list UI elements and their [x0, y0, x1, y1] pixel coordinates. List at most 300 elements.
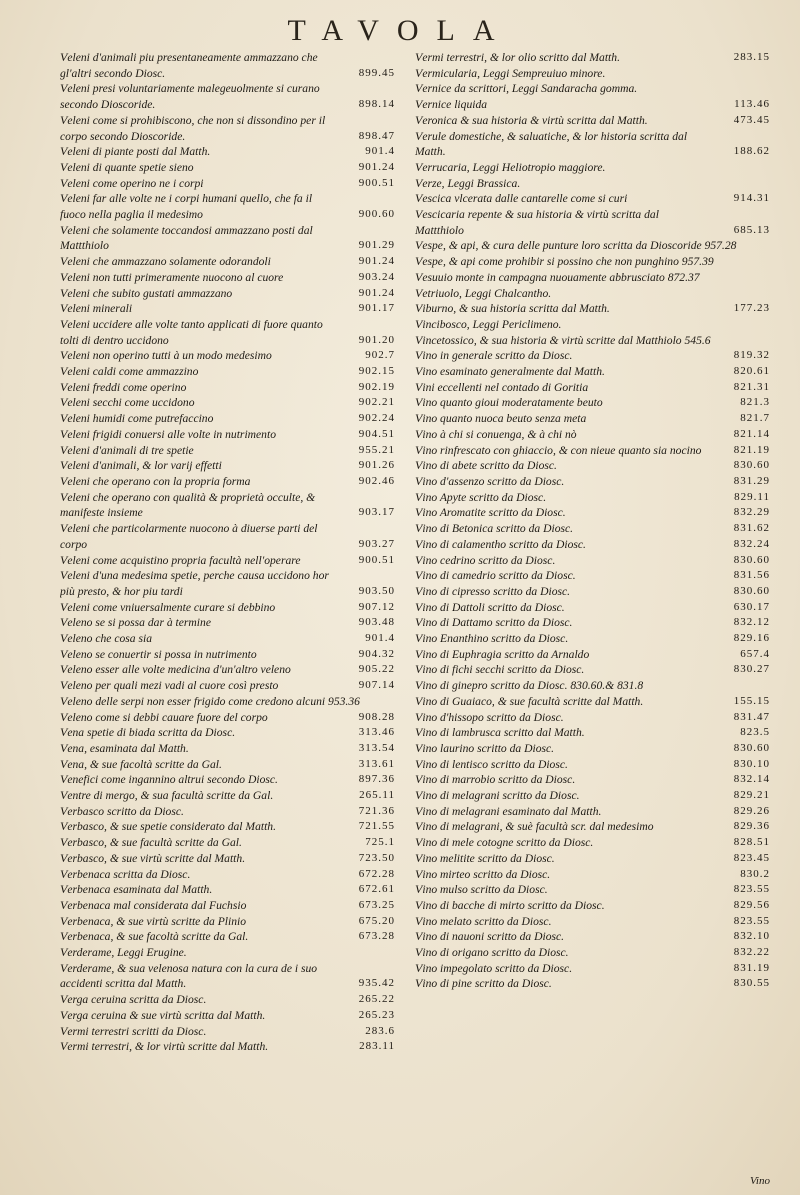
entry-text: Veleno se conuertir si possa in nutrimento [60, 646, 257, 661]
entry-page-ref: 901.4 [365, 145, 395, 158]
index-entry [60, 772, 395, 788]
index-entry [415, 81, 770, 97]
entry-page-ref: 188.62 [733, 145, 770, 158]
index-entry [415, 129, 770, 160]
entry-text: Vino à chi si conuenga, & à chi nò [415, 426, 577, 441]
index-entry [60, 395, 395, 411]
entry-page-ref: 898.14 [358, 98, 395, 111]
entry-text: Vino di lentisco scritto da Diosc. [415, 756, 568, 771]
entry-page-ref: 902.46 [358, 474, 395, 487]
index-entry [60, 568, 395, 599]
entry-text: Vino cedrino scritto da Diosc. [415, 552, 556, 567]
entry-text: Vena, esaminata dal Matth. [60, 740, 189, 755]
entry-page-ref: 830.60 [733, 584, 770, 597]
index-entry [415, 474, 770, 490]
entry-text: Veleni d'una medesima spetie, perche causa uccidono hor più presto, & hor piu tardi [60, 568, 329, 598]
entry-page-ref: 901.24 [358, 286, 395, 299]
entry-page-ref: 902.24 [358, 412, 395, 425]
entry-text: Vino impegolato scritto da Diosc. [415, 960, 573, 975]
index-entry [60, 521, 395, 552]
index-entry [415, 364, 770, 380]
entry-text: Vino di camedrio scritto da Diosc. [415, 568, 576, 583]
entry-text: Vino melitite scritto da Diosc. [415, 850, 555, 865]
index-entry [60, 427, 395, 443]
index-entry [415, 348, 770, 364]
index-entry [415, 678, 770, 694]
index-entry [415, 851, 770, 867]
left-column [60, 50, 395, 1180]
entry-text: Verbasco, & sue virtù scritte dal Matth. [60, 850, 246, 865]
entry-text: Veleni secchi come uccidono [60, 395, 195, 410]
entry-page-ref: 830.2 [740, 867, 770, 880]
entry-text: Vino di nauoni scritto da Diosc. [415, 929, 565, 944]
entry-text: Vincibosco, Leggi Periclimeno. [415, 316, 562, 331]
entry-text: Veleni d'animali, & lor varij effetti [60, 458, 222, 473]
entry-page-ref: 900.51 [358, 176, 395, 189]
index-entry [415, 662, 770, 678]
entry-text: Vesuuio monte in campagna nuouamente abbrusciato 872.37 [415, 269, 700, 284]
entry-page-ref: 829.56 [733, 898, 770, 911]
index-entry [60, 553, 395, 569]
entry-text: Vino di mele cotogne scritto da Diosc. [415, 835, 594, 850]
entry-page-ref: 902.21 [358, 396, 395, 409]
entry-page-ref: 935.42 [358, 977, 395, 990]
entry-text: Vino quanto nuoca beuto senza meta [415, 411, 587, 426]
index-entry [60, 882, 395, 898]
entry-text: Veleno esser alle volte medicina d'un'altro veleno [60, 662, 291, 677]
entry-text: Vini eccellenti nel contado di Goritia [415, 379, 589, 394]
entry-text: Vino d'hissopo scritto da Diosc. [415, 709, 564, 724]
entry-page-ref: 955.21 [358, 443, 395, 456]
index-entry [415, 427, 770, 443]
index-entry [60, 647, 395, 663]
entry-page-ref: 904.51 [358, 427, 395, 440]
entry-page-ref: 903.48 [358, 616, 395, 629]
index-entry [415, 521, 770, 537]
index-entry [415, 898, 770, 914]
index-entry [415, 176, 770, 192]
entry-text: Veleni d'animali di tre spetie [60, 442, 194, 457]
entry-page-ref: 828.51 [733, 836, 770, 849]
entry-page-ref: 821.14 [733, 427, 770, 440]
entry-page-ref: 831.47 [733, 710, 770, 723]
index-entry [60, 176, 395, 192]
entry-page-ref: 673.25 [358, 898, 395, 911]
entry-text: Vincetossico, & sua historia & virtù scritte dal Matthiolo 545.6 [415, 332, 711, 347]
index-entry [60, 945, 395, 961]
index-entry [415, 945, 770, 961]
entry-page-ref: 903.24 [358, 270, 395, 283]
index-entry [60, 474, 395, 490]
entry-text: Verbenaca, & sue virtù scritte da Plinio [60, 913, 247, 928]
index-entry [60, 992, 395, 1008]
entry-page-ref: 831.19 [733, 961, 770, 974]
entry-page-ref: 265.22 [358, 993, 395, 1006]
entry-text: Vino di cipresso scritto da Diosc. [415, 583, 571, 598]
entry-text: Veleni non operino tutti à un modo medesimo [60, 348, 272, 363]
entry-text: Vino di Dattoli scritto da Diosc. [415, 599, 565, 614]
index-entry [415, 882, 770, 898]
entry-text: Veleno come si debbi cauare fuore del corpo [60, 709, 268, 724]
index-entry [415, 929, 770, 945]
entry-text: Vino di pine scritto da Diosc. [415, 976, 552, 991]
entry-page-ref: 904.32 [358, 647, 395, 660]
entry-text: Vino rinfrescato con ghiaccio, & con nieue quanto sia nocino [415, 442, 702, 457]
entry-text: Veleni come acquistino propria facultà nell'operare [60, 552, 301, 567]
entry-page-ref: 899.45 [358, 66, 395, 79]
entry-text: Vespe, & api, & cura delle punture loro scritta da Dioscoride 957.28 [415, 238, 737, 253]
entry-text: Verderame, & sua velenosa natura con la cura de i suo accidenti scritta dal Matth. [60, 960, 318, 991]
entry-text: Veleni d'animali piu presentaneamente ammazzano che gl'altri secondo Diosc. [60, 50, 318, 80]
entry-page-ref: 821.19 [733, 443, 770, 456]
entry-text: Veleni frigidi conuersi alle volte in nutrimento [60, 426, 276, 441]
entry-text: Veleni come si prohibiscono, che non si dissondino per il corpo secondo Dioscoride. [60, 112, 326, 143]
index-entry [415, 207, 770, 238]
index-entry [60, 81, 395, 112]
entry-page-ref: 313.54 [358, 741, 395, 754]
index-entry [60, 317, 395, 348]
entry-text: Vena, & sue facoltà scritte da Gal. [60, 756, 222, 771]
entry-text: Veleni che particolarmente nuocono à diuerse parti del corpo [60, 521, 318, 551]
entry-page-ref: 902.15 [358, 365, 395, 378]
index-entry [415, 694, 770, 710]
entry-text: Veleni far alle volte ne i corpi humani quello, che fa il fuoco nella paglia il medesimo [60, 191, 313, 222]
entry-page-ref: 829.36 [733, 820, 770, 833]
entry-page-ref: 113.46 [734, 98, 770, 111]
entry-text: Veleni humidi come putrefaccino [60, 411, 214, 426]
index-entry [415, 804, 770, 820]
index-entry [415, 97, 770, 113]
index-entry [415, 961, 770, 977]
entry-text: Venefici come ingannino altrui secondo Diosc. [60, 772, 278, 787]
entry-text: Vescica vlcerata dalle cantarelle come si curi [415, 191, 628, 206]
index-entry [60, 144, 395, 160]
entry-page-ref: 819.32 [733, 349, 770, 362]
index-entry [415, 301, 770, 317]
entry-text: Vino di lambrusca scritto dal Matth. [415, 725, 585, 740]
entry-text: Veleno che cosa sia [60, 631, 153, 646]
entry-text: Vino di Betonica scritto da Diosc. [415, 521, 574, 536]
entry-text: Vespe, & api come prohibir si possino che non punghino 957.39 [415, 254, 714, 269]
entry-page-ref: 907.14 [358, 679, 395, 692]
entry-page-ref: 823.45 [733, 851, 770, 864]
entry-page-ref: 155.15 [733, 694, 770, 707]
entry-page-ref: 830.60 [733, 553, 770, 566]
entry-page-ref: 313.46 [358, 726, 395, 739]
entry-text: Vino di melagrani esaminato dal Matth. [415, 803, 602, 818]
entry-text: Vino d'assenzo scritto da Diosc. [415, 473, 565, 488]
entry-text: Vino esaminato generalmente dal Matth. [415, 364, 605, 379]
entry-page-ref: 830.10 [733, 757, 770, 770]
index-entry [415, 458, 770, 474]
index-entry [415, 505, 770, 521]
index-entry [60, 851, 395, 867]
index-entry [415, 333, 770, 349]
index-entry [415, 835, 770, 851]
entry-page-ref: 901.24 [358, 160, 395, 173]
entry-page-ref: 725.1 [365, 836, 395, 849]
entry-page-ref: 831.56 [733, 569, 770, 582]
index-entry [415, 254, 770, 270]
entry-text: Veleni di quante spetie sieno [60, 159, 194, 174]
index-entry [60, 254, 395, 270]
index-entry [415, 286, 770, 302]
entry-page-ref: 177.23 [733, 302, 770, 315]
index-entry [415, 395, 770, 411]
index-entry [415, 270, 770, 286]
entry-text: Vernice da scrittori, Leggi Sandaracha gomma. [415, 81, 638, 96]
entry-text: Vino di fichi secchi scritto da Diosc. [415, 662, 585, 677]
entry-page-ref: 630.17 [733, 600, 770, 613]
entry-page-ref: 831.29 [733, 474, 770, 487]
entry-page-ref: 832.22 [733, 946, 770, 959]
entry-page-ref: 820.61 [733, 365, 770, 378]
index-entry [60, 804, 395, 820]
entry-text: Verga ceruina scritta da Diosc. [60, 992, 207, 1007]
entry-page-ref: 675.20 [358, 914, 395, 927]
entry-page-ref: 901.17 [358, 302, 395, 315]
entry-text: Verbenaca, & sue facoltà scritte da Gal. [60, 929, 249, 944]
right-column [415, 50, 770, 1180]
entry-page-ref: 829.26 [733, 804, 770, 817]
index-entry [60, 710, 395, 726]
entry-page-ref: 902.7 [365, 349, 395, 362]
entry-text: Vino mulso scritto da Diosc. [415, 882, 548, 897]
index-entry [60, 1039, 395, 1055]
index-entry [415, 66, 770, 82]
entry-text: Vescicaria repente & sua historia & virtù scritta dal Mattthiolo [415, 207, 659, 237]
index-entry [60, 443, 395, 459]
entry-text: Verbenaca mal considerata dal Fuchsio [60, 897, 247, 912]
index-entry [60, 929, 395, 945]
entry-page-ref: 283.6 [365, 1024, 395, 1037]
index-entry [60, 1008, 395, 1024]
entry-page-ref: 901.29 [358, 239, 395, 252]
entry-page-ref: 903.27 [358, 537, 395, 550]
index-entry [415, 238, 770, 254]
entry-text: Verule domestiche, & saluatiche, & lor historia scritta dal Matth. [415, 128, 688, 159]
entry-text: Verbasco, & sue spetie considerato dal Matth. [60, 819, 277, 834]
entry-text: Vino di Euphragia scritto da Arnaldo [415, 646, 590, 661]
entry-text: Veleni non tutti primeramente nuocono al cuore [60, 269, 284, 284]
entry-text: Viburno, & sua historia scritta dal Matth. [415, 301, 610, 316]
index-entry [60, 662, 395, 678]
entry-text: Verbenaca esaminata dal Matth. [60, 882, 213, 897]
entry-text: Vernice liquida [415, 97, 488, 112]
index-entry [60, 223, 395, 254]
entry-page-ref: 672.28 [358, 867, 395, 880]
entry-page-ref: 721.36 [358, 804, 395, 817]
index-entry [60, 1024, 395, 1040]
entry-page-ref: 829.21 [733, 789, 770, 802]
entry-text: Veleni che operano con la propria forma [60, 473, 251, 488]
entry-text: Verderame, Leggi Erugine. [60, 945, 187, 960]
entry-page-ref: 903.17 [358, 506, 395, 519]
entry-text: Vetriuolo, Leggi Chalcantho. [415, 285, 552, 300]
entry-page-ref: 902.19 [358, 380, 395, 393]
index-entry [60, 914, 395, 930]
entry-page-ref: 898.47 [358, 129, 395, 142]
entry-text: Vino di marrobio scritto da Diosc. [415, 772, 576, 787]
index-entry [415, 757, 770, 773]
index-entry [60, 898, 395, 914]
entry-page-ref: 823.55 [733, 883, 770, 896]
index-entry [415, 584, 770, 600]
index-entry [60, 788, 395, 804]
entry-text: Verrucaria, Leggi Heliotropio maggiore. [415, 159, 606, 174]
entry-page-ref: 830.60 [733, 459, 770, 472]
entry-text: Vino di Guaiaco, & sue facultà scritte dal Matth. [415, 693, 644, 708]
entry-page-ref: 313.61 [358, 757, 395, 770]
entry-text: Vino di melagrani, & suè facultà scr. dal medesimo [415, 819, 654, 834]
index-entry [415, 710, 770, 726]
index-entry [415, 615, 770, 631]
entry-text: Vino di bacche di mirto scritto da Diosc. [415, 897, 605, 912]
entry-page-ref: 897.36 [358, 773, 395, 786]
index-entry [415, 191, 770, 207]
entry-page-ref: 821.3 [740, 396, 770, 409]
entry-page-ref: 830.60 [733, 741, 770, 754]
entry-page-ref: 901.24 [358, 255, 395, 268]
entry-page-ref: 901.4 [365, 632, 395, 645]
page-header: TAVOLA [287, 14, 513, 47]
index-entry [415, 568, 770, 584]
index-entry [415, 443, 770, 459]
index-entry [60, 615, 395, 631]
entry-text: Vino quanto gioui moderatamente beuto [415, 395, 603, 410]
entry-text: Vino Aromatite scritto da Diosc. [415, 505, 566, 520]
index-entry [60, 867, 395, 883]
entry-text: Vino mirteo scritto da Diosc. [415, 866, 551, 881]
index-entry [60, 286, 395, 302]
entry-page-ref: 685.13 [733, 223, 770, 236]
index-entry [415, 914, 770, 930]
index-entry [415, 867, 770, 883]
entry-page-ref: 832.24 [733, 537, 770, 550]
index-entry [415, 772, 770, 788]
entry-page-ref: 283.15 [733, 51, 770, 63]
index-entry [60, 757, 395, 773]
entry-text: Veleni minerali [60, 301, 133, 316]
index-entry [415, 490, 770, 506]
index-entry [60, 113, 395, 144]
entry-text: Veleni caldi come ammazzino [60, 364, 199, 379]
entry-page-ref: 821.31 [733, 380, 770, 393]
index-entry [60, 380, 395, 396]
index-entry [60, 191, 395, 222]
entry-text: Vino di melagrani scritto da Diosc. [415, 788, 580, 803]
entry-text: Vino di Dattamo scritto da Diosc. [415, 615, 573, 630]
entry-text: Vermi terrestri, & lor olio scritto dal Matth. [415, 50, 620, 64]
index-entry [415, 725, 770, 741]
entry-page-ref: 832.29 [733, 506, 770, 519]
entry-page-ref: 832.12 [733, 616, 770, 629]
index-entry [60, 819, 395, 835]
index-entry [60, 270, 395, 286]
entry-page-ref: 907.12 [358, 600, 395, 613]
index-entry [60, 741, 395, 757]
index-entry [415, 113, 770, 129]
index-entry [415, 50, 770, 66]
entry-page-ref: 832.14 [733, 773, 770, 786]
index-entry [415, 647, 770, 663]
entry-text: Vermi terrestri scritti da Diosc. [60, 1023, 207, 1038]
entry-page-ref: 283.11 [359, 1040, 395, 1053]
catchword: Vino [750, 1175, 770, 1187]
index-entry [60, 835, 395, 851]
entry-page-ref: 673.28 [358, 930, 395, 943]
entry-page-ref: 901.26 [358, 459, 395, 472]
entry-page-ref: 900.60 [358, 208, 395, 221]
entry-text: Veleni che solamente toccandosi ammazzano posti dal Mattthiolo [60, 222, 313, 253]
entry-text: Vino di abete scritto da Diosc. [415, 458, 557, 473]
entry-text: Veleni di piante posti dal Matth. [60, 144, 211, 159]
entry-text: Vino Enanthino scritto da Diosc. [415, 631, 569, 646]
index-entry [60, 600, 395, 616]
index-entry [415, 411, 770, 427]
index-entry [60, 411, 395, 427]
entry-text: Veleni uccidere alle volte tanto applicati di fuore quanto tolti di dentro uccidono [60, 316, 323, 347]
index-entry [60, 631, 395, 647]
entry-page-ref: 821.7 [740, 412, 770, 425]
index-entry [415, 976, 770, 992]
entry-page-ref: 914.31 [733, 192, 770, 205]
index-entry [415, 741, 770, 757]
index-entry [415, 380, 770, 396]
entry-page-ref: 823.5 [740, 726, 770, 739]
entry-page-ref: 831.62 [733, 522, 770, 535]
entry-text: Vino di origano scritto da Diosc. [415, 945, 569, 960]
entry-page-ref: 905.22 [358, 663, 395, 676]
entry-page-ref: 908.28 [358, 710, 395, 723]
entry-text: Vena spetie di biada scritta da Diosc. [60, 725, 236, 740]
entry-page-ref: 657.4 [740, 647, 770, 660]
entry-text: Vino laurino scritto da Diosc. [415, 740, 555, 755]
entry-text: Veleni presi voluntariamente malegeuolmente si curano secondo Dioscoride. [60, 81, 320, 112]
entry-page-ref: 830.55 [733, 977, 770, 990]
index-entry [415, 160, 770, 176]
entry-text: Vino Apyte scritto da Diosc. [415, 489, 547, 504]
entry-text: Veleni freddi come operino [60, 379, 187, 394]
entry-text: Veleni che operano con qualità & proprietà occulte, & manifeste insieme [60, 489, 316, 520]
index-entry [415, 553, 770, 569]
entry-page-ref: 832.10 [733, 930, 770, 943]
entry-text: Vermi terrestri, & lor virtù scritte dal Matth. [60, 1039, 269, 1054]
entry-text: Veronica & sua historia & virtù scritta dal Matth. [415, 112, 648, 127]
entry-page-ref: 473.45 [733, 113, 770, 126]
entry-text: Veleno per quali mezi vadi al cuore così presto [60, 678, 279, 693]
entry-page-ref: 265.23 [358, 1008, 395, 1021]
entry-text: Veleni come vniuersalmente curare si debbino [60, 599, 276, 614]
entry-page-ref: 829.16 [733, 632, 770, 645]
index-entry [415, 600, 770, 616]
entry-text: Veleno delle serpi non esser frigido come credono alcuni 953.36 [60, 693, 360, 708]
entry-page-ref: 830.27 [733, 663, 770, 676]
index-entry [60, 694, 395, 710]
entry-page-ref: 901.20 [358, 333, 395, 346]
entry-text: Vino melato scritto da Diosc. [415, 913, 552, 928]
entry-text: Verbasco, & sue facultà scritte da Gal. [60, 835, 242, 850]
index-entry [60, 490, 395, 521]
entry-text: Veleni che ammazzano solamente odorandoli [60, 254, 271, 269]
index-entry [60, 364, 395, 380]
entry-text: Veleno se si possa dar à termine [60, 615, 211, 630]
entry-page-ref: 900.51 [358, 553, 395, 566]
entry-page-ref: 823.55 [733, 914, 770, 927]
entry-text: Verbenaca scritta da Diosc. [60, 866, 191, 881]
entry-page-ref: 829.11 [734, 490, 770, 503]
entry-text: Vino in generale scritto da Diosc. [415, 348, 573, 363]
